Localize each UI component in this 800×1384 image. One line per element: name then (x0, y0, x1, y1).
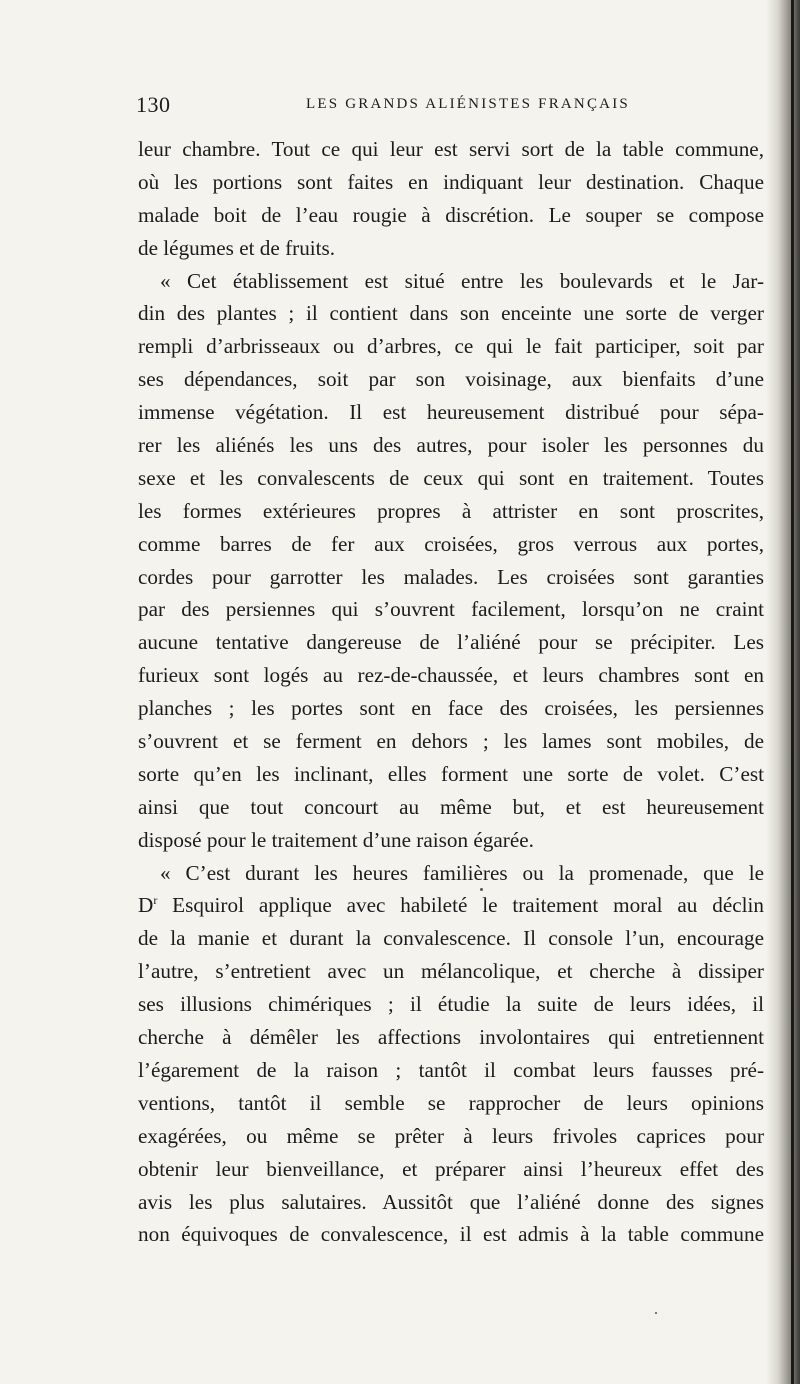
doctor-abbreviation: D (138, 893, 154, 918)
text-line: din des plantes ; il contient dans son enceinte une sorte de verger (138, 301, 764, 326)
text-line: ses illusions chimériques ; il étudie la suite de leurs idées, il (138, 992, 764, 1017)
text-line: où les portions sont faites en indiquant leur destination. Chaque (138, 169, 764, 194)
text-line: malade boit de l’eau rougie à discrétion. Le souper se compose (138, 202, 764, 227)
text-line: l’autre, s’entretient avec un mélancolique, et cherche à dissiper (138, 959, 764, 984)
page-edge (791, 0, 794, 1384)
text-line: cherche à démêler les affections involontaires qui entretiennent (138, 1025, 764, 1050)
text-line: de la manie et durant la convalescence. Il console l’un, encourage (138, 926, 764, 951)
text-line: par des persiennes qui s’ouvrent facilement, lorsqu’on ne craint (138, 597, 764, 622)
text-line: avis les plus salutaires. Aussitôt que l’aliéné donne des signes (138, 1189, 764, 1214)
text-line: ses dépendances, soit par son voisinage, aux bienfaits d’une (138, 367, 764, 392)
text-line: sorte qu’en les inclinant, elles forment une sorte de volet. C’est (138, 761, 764, 786)
text-line-rest: Esquirol applique avec habileté le traitement moral au déclin (172, 893, 764, 918)
text-line: sexe et les convalescents de ceux qui sont en traitement. Toutes (138, 465, 764, 490)
paper-speck (480, 888, 483, 891)
page-number: 130 (136, 92, 171, 117)
page-edge-shadow (766, 0, 800, 1384)
text-line: de légumes et de fruits. (138, 235, 336, 260)
text-line: rer les aliénés les uns des autres, pour isoler les personnes du (138, 433, 764, 458)
text-line: immense végétation. Il est heureusement distribué pour sépa- (138, 400, 764, 425)
text-line: obtenir leur bienveillance, et préparer ainsi l’heureux effet des (138, 1156, 764, 1181)
text-line: ventions, tantôt il semble se rapprocher de leurs opinions (138, 1090, 764, 1115)
paper-speck (655, 1312, 657, 1314)
text-line: furieux sont logés au rez-de-chaussée, et leurs chambres sont en (138, 663, 764, 688)
text-line: cordes pour garrotter les malades. Les croisées sont garanties (138, 564, 764, 589)
text-line: comme barres de fer aux croisées, gros verrous aux portes, (138, 531, 764, 556)
text-line: leur chambre. Tout ce qui leur est servi sort de la table commune, (138, 137, 764, 161)
text-line: s’ouvrent et se ferment en dehors ; les lames sont mobiles, de (138, 729, 764, 754)
body-text (138, 133, 764, 1251)
text-line: non équivoques de convalescence, il est admis à la table commune (138, 1222, 764, 1247)
text-line-with-title (138, 889, 764, 922)
text-line: l’égarement de la raison ; tantôt il combat leurs fausses pré- (138, 1057, 764, 1082)
text-line: les formes extérieures propres à attrister en sont proscrites, (138, 498, 764, 523)
text-line: exagérées, ou même se prêter à leurs frivoles caprices pour (138, 1123, 764, 1148)
page-header (136, 92, 776, 120)
text-line: aucune tentative dangereuse de l’aliéné pour se précipiter. Les (138, 630, 764, 655)
paragraph-start-line: « C’est durant les heures familières ou la promenade, que le (160, 860, 764, 885)
running-head: LES GRANDS ALIÉNISTES FRANÇAIS (306, 96, 630, 112)
text-line: ainsi que tout concourt au même but, et est heureusement (138, 794, 764, 819)
text-line: disposé pour le traitement d’une raison égarée. (138, 827, 534, 852)
doctor-superscript: r (153, 893, 158, 908)
text-line: rempli d’arbrisseaux ou d’arbres, ce qui le fait participer, soit par (138, 334, 764, 359)
text-line: planches ; les portes sont en face des croisées, les persiennes (138, 696, 764, 721)
paragraph-start-line: « Cet établissement est situé entre les boulevards et le Jar- (160, 268, 764, 293)
